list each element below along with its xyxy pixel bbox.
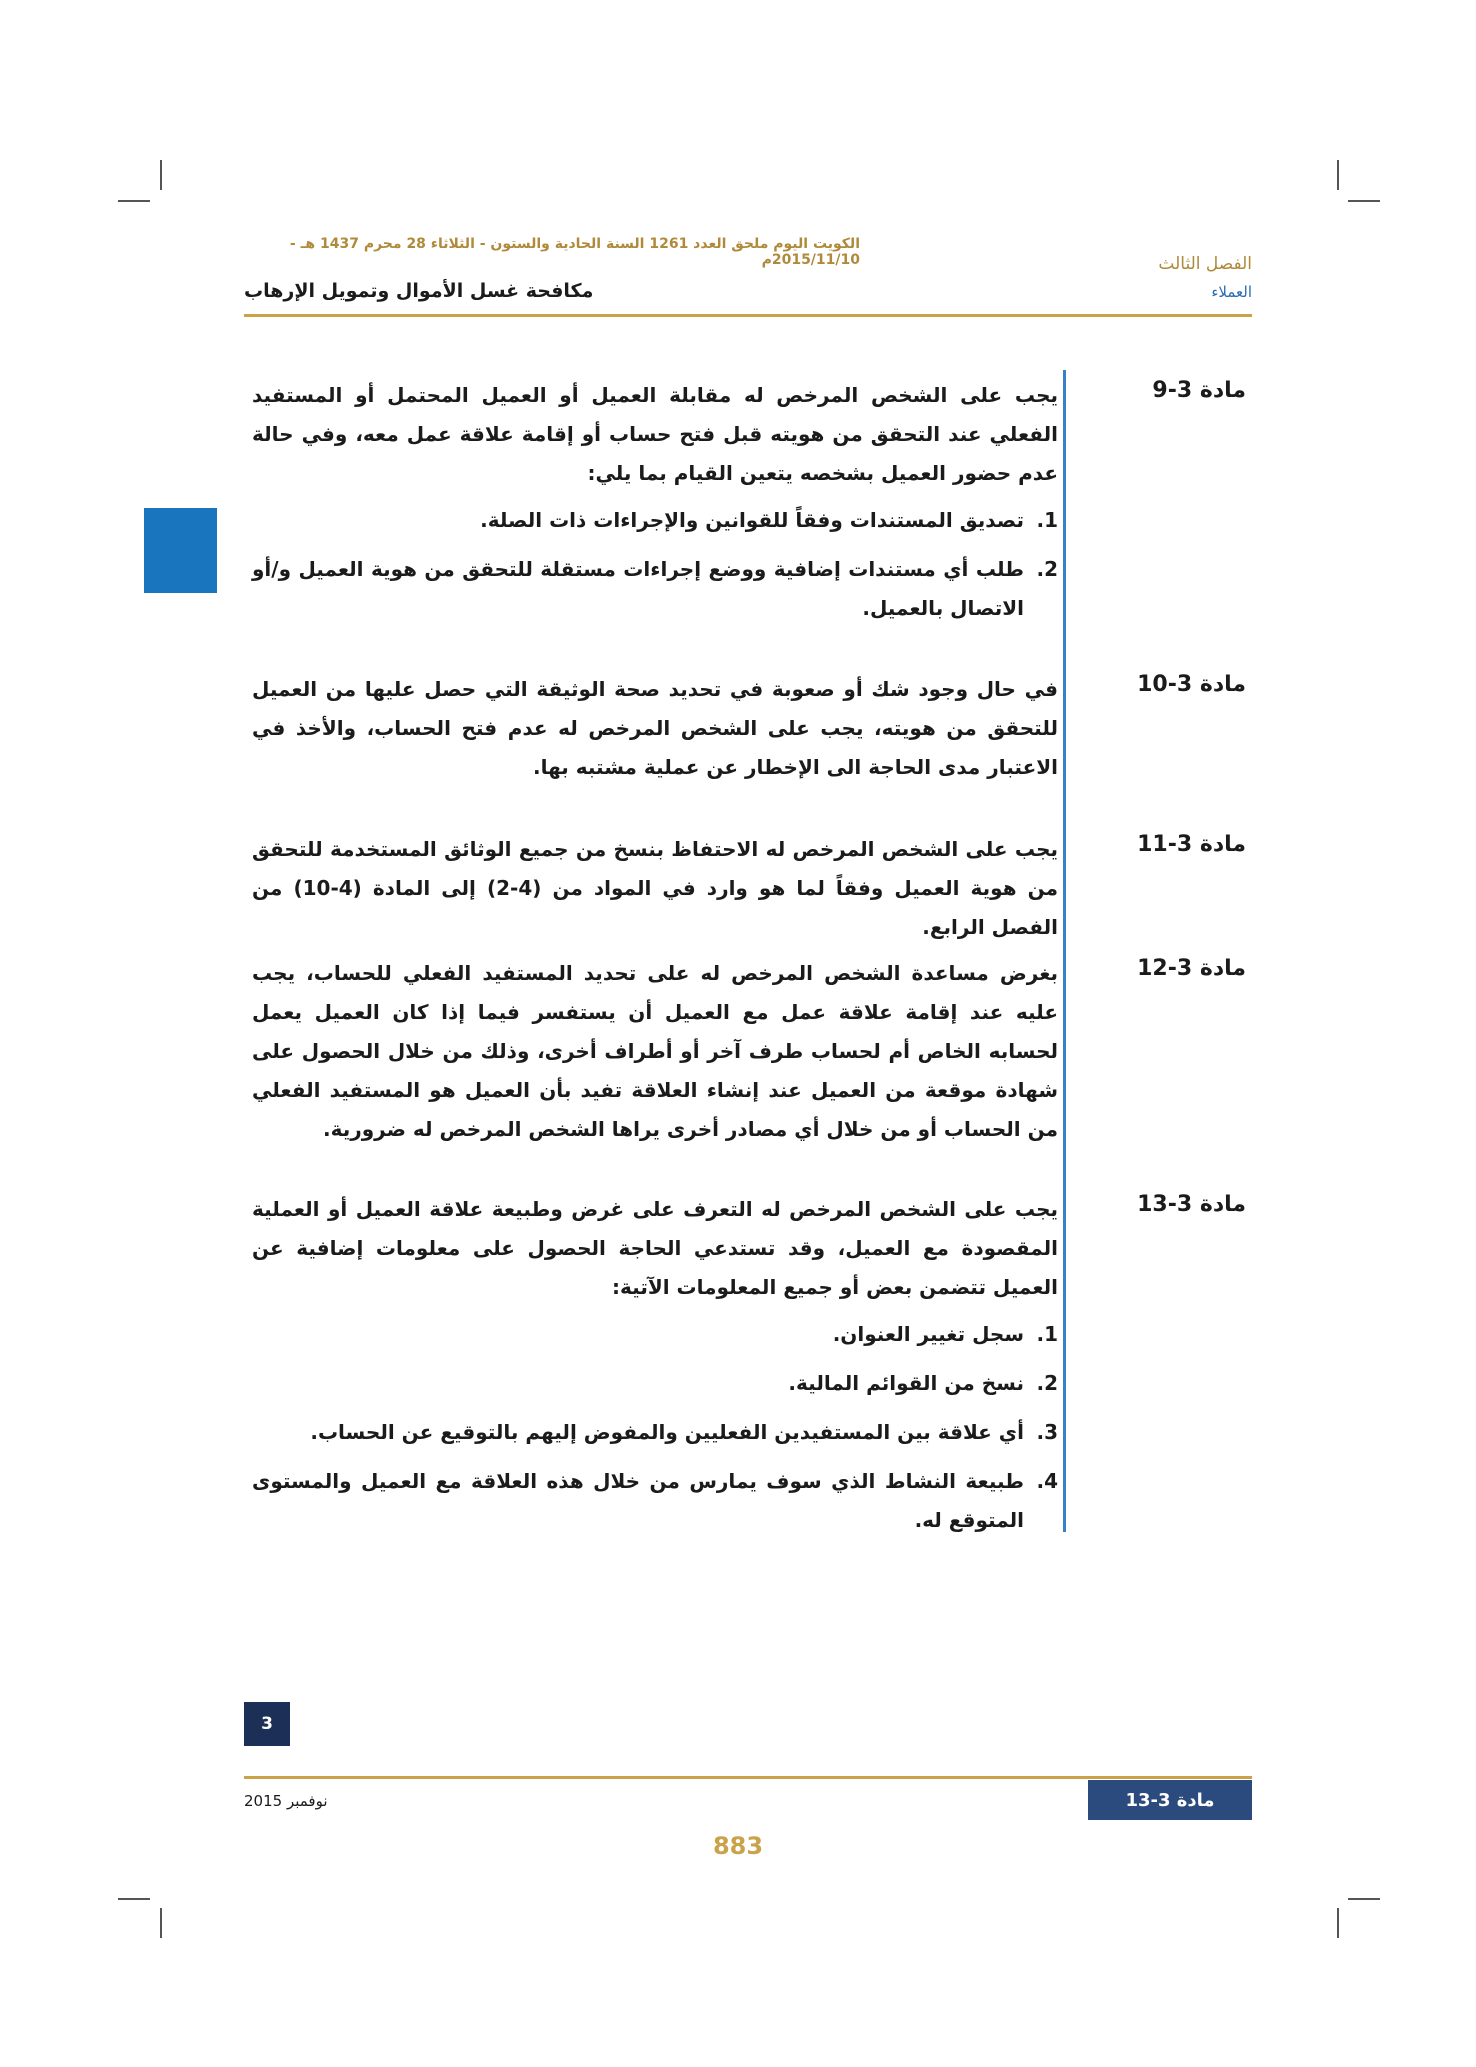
list-text: أي علاقة بين المستفيدين الفعليين والمفوض إليهم بالتوقيع عن الحساب. (310, 1420, 1024, 1444)
list-number: 4. (1036, 1469, 1058, 1493)
article-text: بغرض مساعدة الشخص المرخص له على تحديد المستفيد الفعلي للحساب، يجب عليه عند إقامة علاقة عمل مع العميل أن يستفسر فيما إذا كان العميل يعمل لحسابه الخاص أم لحساب طرف آخر أو أطراف أخرى، وذلك من خلال الحصول على شهادة موقعة من العميل عند إنشاء العلاقة تفيد بأن العميل هو المستفيد الفعلي من الحساب أو من خلال أي مصادر أخرى يراها الشخص المرخص له ضرورية. (252, 961, 1058, 1141)
article-body (252, 376, 1058, 638)
article-label: مادة 3-11 (1137, 832, 1246, 857)
chapter-heading (1052, 250, 1252, 306)
article-text: يجب على الشخص المرخص له الاحتفاظ بنسخ من جميع الوثائق المستخدمة للتحقق من هوية العميل وفقاً لما هو وارد في المواد من (4-2) إلى المادة (4-10) من الفصل الرابع. (252, 837, 1059, 939)
list-number: 3. (1036, 1420, 1058, 1444)
gazette-page-number: 883 (712, 1832, 764, 1860)
document-title: مكافحة غسل الأموال وتمويل الإرهاب (244, 280, 594, 302)
article-text: يجب على الشخص المرخص له التعرف على غرض وطبيعة علاقة العميل أو العملية المقصودة مع العميل، وقد تستدعي الحاجة الحصول على معلومات إضافية عن العميل تتضمن بعض أو جميع المعلومات الآتية: (252, 1197, 1058, 1299)
list-item (252, 501, 1058, 540)
list-item (252, 1462, 1058, 1540)
header-divider (244, 314, 1252, 317)
article-label: مادة 3-9 (1152, 378, 1246, 403)
list-text: تصديق المستندات وفقاً للقوانين والإجراءات ذات الصلة. (480, 508, 1024, 532)
crop-mark (1337, 160, 1339, 190)
page-number-box: 3 (244, 1702, 290, 1746)
crop-mark (1348, 200, 1380, 202)
list-item (252, 1364, 1058, 1403)
list-text: نسخ من القوائم المالية. (788, 1371, 1024, 1395)
crop-mark (1337, 1908, 1339, 1938)
footer-date: نوفمبر 2015 (244, 1792, 328, 1810)
list-item (252, 1413, 1058, 1452)
list-item (252, 1315, 1058, 1354)
article-text: يجب على الشخص المرخص له مقابلة العميل أو العميل المحتمل أو المستفيد الفعلي عند التحقق من هويته قبل فتح حساب أو إقامة علاقة عمل معه، وفي حالة عدم حضور العميل بشخصه يتعين القيام بما يلي: (252, 383, 1058, 485)
article-label: مادة 3-13 (1137, 1192, 1246, 1217)
article-body (252, 670, 1058, 787)
crop-mark (118, 1898, 150, 1900)
crop-mark (160, 1908, 162, 1938)
list-text: طلب أي مستندات إضافية ووضع إجراءات مستقلة للتحقق من هوية العميل و/أو الاتصال بالعميل. (252, 557, 1024, 620)
list-number: 2. (1036, 557, 1058, 581)
footer-divider (244, 1776, 1252, 1779)
article-list (252, 1315, 1058, 1540)
article-body (252, 830, 1058, 947)
section-title: العملاء (1211, 283, 1252, 301)
article-label: مادة 3-12 (1137, 956, 1246, 981)
list-number: 1. (1036, 1322, 1058, 1346)
list-number: 1. (1036, 508, 1058, 532)
chapter-side-tab (144, 508, 217, 593)
list-text: طبيعة النشاط الذي سوف يمارس من خلال هذه العلاقة مع العميل والمستوى المتوقع له. (252, 1469, 1024, 1532)
list-number: 2. (1036, 1371, 1058, 1395)
crop-mark (160, 160, 162, 190)
article-column-divider (1063, 370, 1066, 1532)
crop-mark (118, 200, 150, 202)
list-text: سجل تغيير العنوان. (832, 1322, 1024, 1346)
article-body (252, 1190, 1058, 1550)
list-item (252, 550, 1058, 628)
gazette-header-line: الكويت اليوم ملحق العدد 1261 السنة الحادية والستون - الثلاثاء 28 محرم 1437 هـ - 2015/11/10م (289, 236, 860, 268)
crop-mark (1348, 1898, 1380, 1900)
article-list (252, 501, 1058, 628)
article-body (252, 954, 1058, 1149)
article-text: في حال وجود شك أو صعوبة في تحديد صحة الوثيقة التي حصل عليها من العميل للتحقق من هويته، يجب على الشخص المرخص له عدم فتح الحساب، والأخذ في الاعتبار مدى الحاجة الى الإخطار عن عملية مشتبه بها. (252, 677, 1058, 779)
chapter-title: الفصل الثالث (1158, 254, 1252, 274)
footer-article-tab: مادة 3-13 (1088, 1780, 1252, 1820)
article-label: مادة 3-10 (1137, 672, 1246, 697)
